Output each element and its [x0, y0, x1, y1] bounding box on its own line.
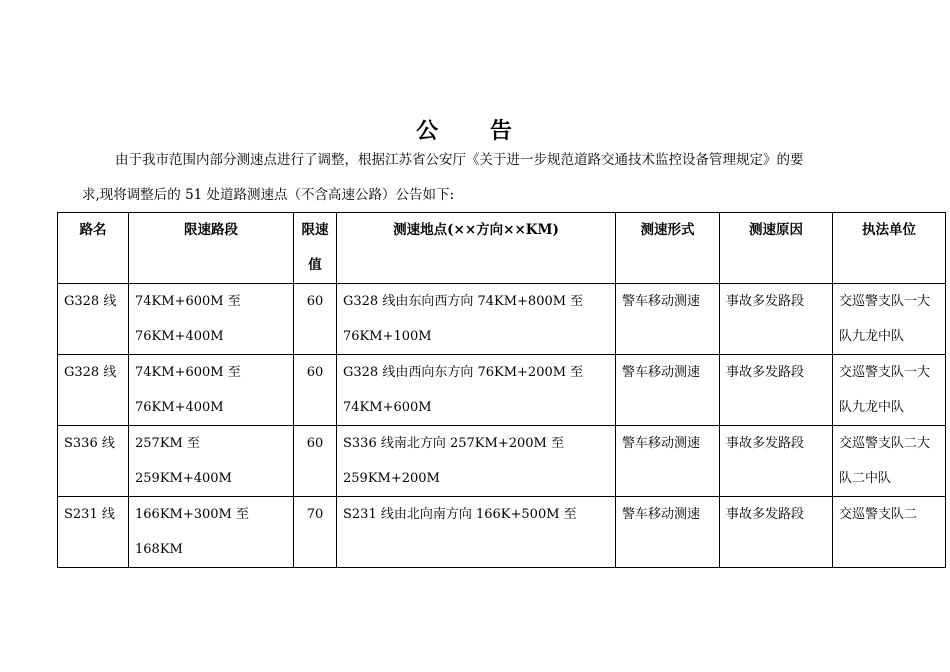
cell-section: 257KM 至 259KM+400M: [129, 426, 294, 497]
header-form: 测速形式: [616, 213, 720, 284]
cell-location: S336 线南北方向 257KM+200M 至 259KM+200M: [337, 426, 616, 497]
cell-section: 74KM+600M 至 76KM+400M: [129, 355, 294, 426]
table-row: [58, 355, 946, 426]
cell-location: S231 线由北向南方向 166K+500M 至: [337, 497, 616, 568]
cell-limit: 60: [294, 355, 337, 426]
cell-road: G328 线: [58, 355, 129, 426]
cell-road: S336 线: [58, 426, 129, 497]
table-row: [58, 426, 946, 497]
cell-unit: 交巡警支队一大队九龙中队: [833, 355, 946, 426]
cell-unit: 交巡警支队一大队九龙中队: [833, 284, 946, 355]
header-location: 测速地点(××方向××KM): [337, 213, 616, 284]
cell-form: 警车移动测速: [616, 426, 720, 497]
cell-limit: 70: [294, 497, 337, 568]
cell-road: S231 线: [58, 497, 129, 568]
cell-reason: 事故多发路段: [720, 355, 833, 426]
cell-reason: 事故多发路段: [720, 284, 833, 355]
cell-location: G328 线由东向西方向 74KM+800M 至 76KM+100M: [337, 284, 616, 355]
speed-check-table: [57, 212, 946, 568]
cell-form: 警车移动测速: [616, 497, 720, 568]
intro-paragraph-line-1: 由于我市范围内部分测速点进行了调整，根据江苏省公安厅《关于进一步规范道路交通技术监控设备管理规定》的要: [115, 152, 804, 168]
cell-form: 警车移动测速: [616, 284, 720, 355]
page-title: 公 告: [416, 118, 534, 144]
cell-reason: 事故多发路段: [720, 497, 833, 568]
cell-unit: 交巡警支队二大队二中队: [833, 426, 946, 497]
cell-form: 警车移动测速: [616, 355, 720, 426]
cell-unit: 交巡警支队二: [833, 497, 946, 568]
table-row: [58, 497, 946, 568]
cell-limit: 60: [294, 426, 337, 497]
cell-limit: 60: [294, 284, 337, 355]
header-road: 路名: [58, 213, 129, 284]
cell-section: 166KM+300M 至 168KM: [129, 497, 294, 568]
table-header-row: [58, 213, 946, 284]
intro-paragraph-line-2: 求,现将调整后的 51 处道路测速点（不含高速公路）公告如下:: [82, 187, 455, 203]
header-section: 限速路段: [129, 213, 294, 284]
header-reason: 测速原因: [720, 213, 833, 284]
cell-reason: 事故多发路段: [720, 426, 833, 497]
header-limit: 限速值: [294, 213, 337, 284]
cell-location: G328 线由西向东方向 76KM+200M 至 74KM+600M: [337, 355, 616, 426]
cell-section: 74KM+600M 至 76KM+400M: [129, 284, 294, 355]
table-row: [58, 284, 946, 355]
cell-road: G328 线: [58, 284, 129, 355]
header-unit: 执法单位: [833, 213, 946, 284]
